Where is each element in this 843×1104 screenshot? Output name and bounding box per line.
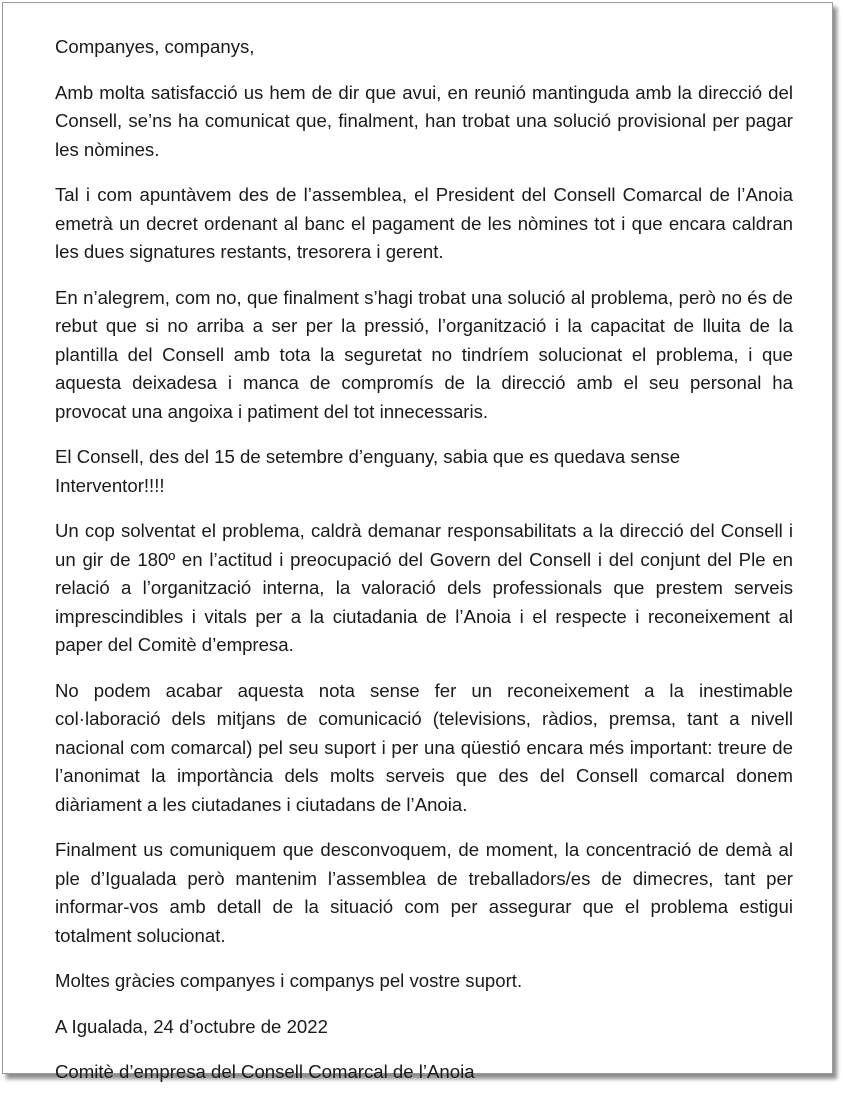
letter-greeting: Companyes, companys,: [55, 36, 255, 57]
letter-paragraph-2: Tal i com apuntàvem des de l’assemblea, el President del Consell Comarcal de l’Anoia emetrà un decret ordenant al banc el pagament de les nòmines tot i que encara caldran les dues signatures restants, tresorera i gerent.: [55, 184, 793, 262]
letter-place-date: A Igualada, 24 d’octubre de 2022: [55, 1015, 328, 1037]
letter-paragraph-3: En n’alegrem, com no, que finalment s’hagi trobat una solució al problema, però no és de rebut que si no arriba a ser per la pressió, l’organització i la capacitat de lluita de la plantilla del Consell amb tota la seguretat no tindríem solucionat el problema, i que aquesta deixadesa i manca de compromís de la direcció amb el seu personal ha provocat una angoixa i patiment del tot innecessaris.: [55, 286, 793, 422]
letter-paragraph-7: Finalment us comuniquem que desconvoquem, de moment, la concentració de demà al ple d’Igualada però mantenim l’assemblea de treballadors/es de dimecres, tant per informar-vos amb detall de la situació com per assegurar que el problema estigui totalment solucionat.: [55, 839, 793, 946]
letter-body: [55, 33, 793, 1104]
letter-signature: Comitè d’empresa del Consell Comarcal de l’Anoia: [55, 1061, 475, 1082]
letter-thanks: Moltes gràcies companyes i companys pel vostre suport.: [55, 970, 523, 991]
document-page: [2, 2, 833, 1082]
letter-paragraph-1: Amb molta satisfacció us hem de dir que avui, en reunió mantinguda amb la direcció del Consell, se’ns ha comunicat que, finalment, han trobat una solució provisional per pagar les nòmines.: [55, 81, 793, 160]
letter-paragraph-4: El Consell, des del 15 de setembre d’enguany, sabia que es quedava sense Interventor!!!!: [55, 446, 681, 496]
letter-paragraph-5: Un cop solventat el problema, caldrà demanar responsabilitats a la direcció del Consell i un gir de 180º en l’actitud i preocupació del Govern del Consell i del conjunt del Ple en relació a l’organització interna, la valoració dels professionals que prestem serveis imprescindibles i vitals per a la ciutadania de l’Anoia i el respecte i reconeixement al paper del Comitè d’empresa.: [55, 520, 793, 655]
letter-paragraph-6: No podem acabar aquesta nota sense fer un reconeixement a la inestimable col·laboració dels mitjans de comunicació (televisions, ràdios, premsa, tant a nivell nacional com comarcal) pel seu suport i per una qüestió encara més important: treure de l’anonimat la importància dels molts serveis que des del Consell comarcal donem diàriament a les ciutadanes i ciutadans de l’Anoia.: [55, 679, 793, 815]
